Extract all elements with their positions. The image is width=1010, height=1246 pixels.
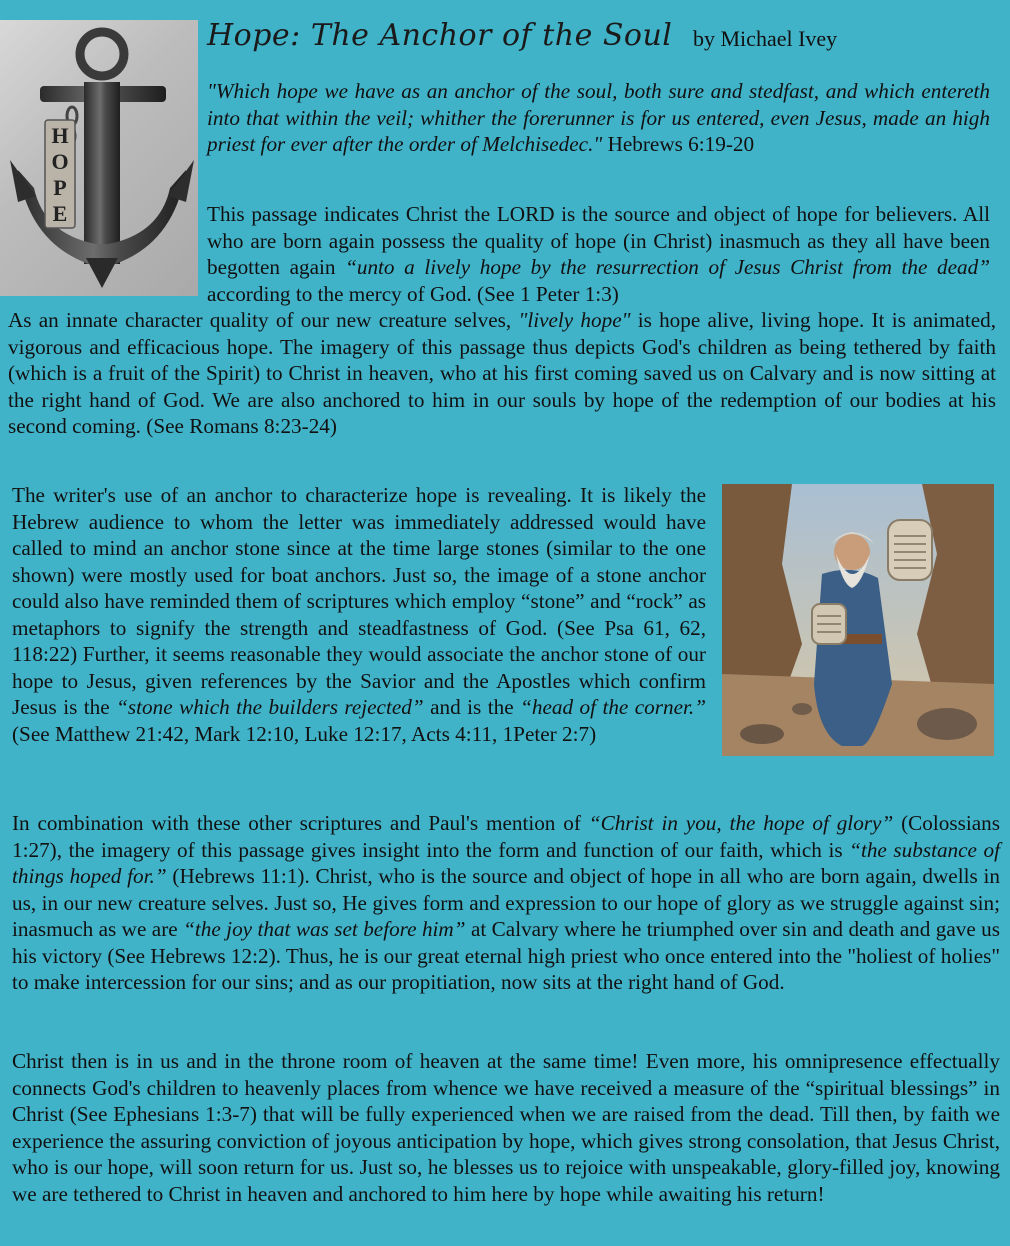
quote-reference: Hebrews 6:19-20 <box>602 132 755 156</box>
anchor-image <box>0 20 198 296</box>
combo-text-2: (Colossians 1:27), the imagery of this passage gives insight into the form and function of our faith, which is <box>12 811 1000 862</box>
stone-quote-1: “stone which the builders rejected” <box>116 695 424 719</box>
stone-text-3: (See Matthew 21:42, Mark 12:10, Luke 12:17, Acts 4:11, 1Peter 2:7) <box>12 721 597 746</box>
page-title: Hope: The Anchor of the Soul <box>207 18 673 53</box>
intro-quote: “unto a lively hope by the resurrection of Jesus Christ from the dead” <box>345 255 990 279</box>
combo-text-4: at Calvary where he triumphed over sin and death and gave us his victory (See Hebrews 12:2). Thus, he is our great eternal high priest who once entered into the "holiest of holies" to make intercession for our sins; and as our propitiation, now sits at the right hand of God. <box>12 917 1001 994</box>
christ-in-you-paragraph <box>12 810 1000 996</box>
intro-text-1: This passage indicates Christ the LORD is the source and object of hope for believers. All who are born again possess the quality of hope (in Christ) inasmuch as they all have been begotten again <box>207 202 990 279</box>
lively-quote: "lively hope" <box>518 308 631 332</box>
header <box>207 16 997 60</box>
stone-quote-2: “head of the corner.” <box>520 695 706 719</box>
svg-text:P: P <box>53 175 67 200</box>
figure-with-tablets-icon <box>722 484 994 756</box>
lively-hope-paragraph <box>8 307 996 440</box>
intro-paragraph <box>207 201 990 307</box>
closing-paragraph <box>12 1048 1000 1207</box>
combo-quote-2: “the substance of things hoped for.” <box>12 837 1000 888</box>
svg-text:H: H <box>51 123 69 148</box>
anchor-icon <box>0 20 198 296</box>
lively-text-1: As an innate character quality of our new creature selves, <box>8 308 519 332</box>
svg-text:E: E <box>52 201 68 226</box>
scripture-quote <box>207 78 990 158</box>
combo-text-1: In combination with these other scriptures and Paul's mention of <box>12 811 589 835</box>
combo-quote-1: “Christ in you, the hope of glory” <box>588 811 894 835</box>
stone-text-1: The writer's use of an anchor to characterize hope is revealing. It is likely the Hebrew audience to whom the letter was immediately addressed would have called to mind an anchor stone since at the time large stones (similar to the one shown) were mostly used for boat anchors. Just so, the image of a stone anchor could also have reminded them of scriptures which employ “stone” and “rock” as metaphors to signify the strength and steadfastness of God. (See Psa 61, 62, 118:22) Further, it seems reasonable they would associate the anchor stone of our hope to Jesus, given references by the Savior and the Apostles which confirm Jesus is the <box>12 483 706 719</box>
stone-text-2: and is the <box>423 695 521 719</box>
svg-text:O: O <box>51 149 69 174</box>
quote-text: "Which hope we have as an anchor of the soul, both sure and stedfast, and which entereth into that within the veil; whither the forerunner is for us entered, even Jesus, made an high priest for ever after the order of Melchisedec." <box>207 79 990 156</box>
moses-image <box>722 484 994 756</box>
intro-text-2: according to the mercy of God. (See 1 Peter 1:3) <box>207 281 619 306</box>
combo-quote-3: “the joy that was set before him” <box>183 917 466 941</box>
combo-text-3: (Hebrews 11:1). Christ, who is the source and object of hope in all who are born again, dwells in us, in our new creature selves. Just so, He gives form and expression to our hope of glory as we struggle against sin; inasmuch as we are <box>12 864 1000 941</box>
closing-text: Christ then is in us and in the throne room of heaven at the same time! Even more, his omnipresence effectually connects God's children to heavenly places from whence we have received a measure of the “spiritual blessings” in Christ (See Ephesians 1:3-7) that will be fully experienced when we are raised from the dead. Till then, by faith we experience the assuring conviction of joyous anticipation by hope, which gives strong consolation, that Jesus Christ, who is our hope, will soon return for us. Just so, he blesses us to rejoice with unspeakable, glory-filled joy, knowing we are tethered to Christ in heaven and anchored to him here by hope while awaiting his return! <box>12 1049 1000 1206</box>
lively-text-2: is hope alive, living hope. It is animated, vigorous and efficacious hope. The imagery of this passage thus depicts God's children as being tethered by faith (which is a fruit of the Spirit) to Christ in heaven, who at his first coming saved us on Calvary and is now sitting at the right hand of God. We are also anchored to him in our souls by hope of the redemption of our bodies at his second coming. (See Romans 8:23-24) <box>8 308 996 438</box>
anchor-stone-paragraph <box>12 482 706 747</box>
byline: by Michael Ivey <box>693 26 838 51</box>
